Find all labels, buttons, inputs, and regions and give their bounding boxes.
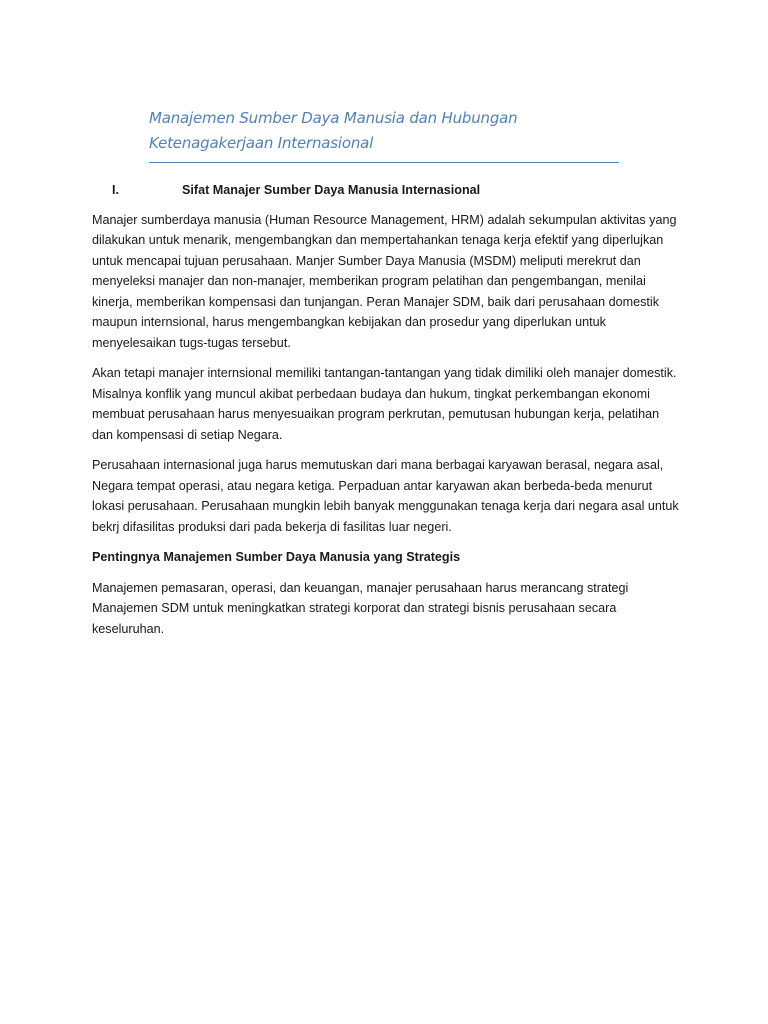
section-number: I. (112, 183, 119, 197)
document-body (92, 180, 682, 649)
paragraph-1: Manajer sumberdaya manusia (Human Resource Management, HRM) adalah sekumpulan aktivitas yang dilakukan untuk menarik, mengembangkan dan mempertahankan tenaga kerja efektif yang diperlujkan untuk mencapai tujuan perusahaan. Manjer Sumber Daya Manusia (MSDM) meliputi merekrut dan menyeleksi manajer dan non-manajer, memberikan program pelatihan dan pengembangan, menilai kinerja, memberikan kompensasi dan tunjangan. Peran Manajer SDM, baik dari perusahaan domestik maupun internsional, harus mengembangkan kebijakan dan prosedur yang diperlukan untuk menyelesaikan tugs-tugas tersebut. (92, 212, 677, 350)
section-heading (92, 180, 682, 201)
subheading: Pentingnya Manajemen Sumber Daya Manusia yang Strategis (92, 550, 461, 564)
paragraph-3: Perusahaan internasional juga harus memutuskan dari mana berbagai karyawan berasal, negara asal, Negara tempat operasi, atau negara ketiga. Perpaduan antar karyawan akan berbeda-beda menurut lokasi perusahaan. Perusahaan mungkin lebih banyak menggunakan tenaga kerja dari negara asal untuk bekrj difasilitas produksi dari pada bekerja di fasilitas luar negeri. (92, 458, 679, 534)
title-line-1: Manajemen Sumber Daya Manusia dan Hubungan (149, 109, 518, 127)
title-line-2: Ketenagakerjaan Internasional (149, 134, 374, 152)
document-title (149, 106, 619, 163)
paragraph-2: Akan tetapi manajer internsional memiliki tantangan-tantangan yang tidak dimiliki oleh manajer domestik. Misalnya konflik yang muncul akibat perbedaan budaya dan hukum, tingkat perkembangan ekonomi membuat perusahaan harus menyesuaikan program perkrutan, pemutusan hubungan kerja, pelatihan dan kompensasi di setiap Negara. (92, 366, 677, 442)
paragraph-4: Manajemen pemasaran, operasi, dan keuangan, manajer perusahaan harus merancang strategi Manajemen SDM untuk meningkatkan strategi korporat dan strategi bisnis perusahaan secara keseluruhan. (92, 580, 629, 636)
section-heading-text: Sifat Manajer Sumber Daya Manusia Internasional (182, 183, 481, 197)
